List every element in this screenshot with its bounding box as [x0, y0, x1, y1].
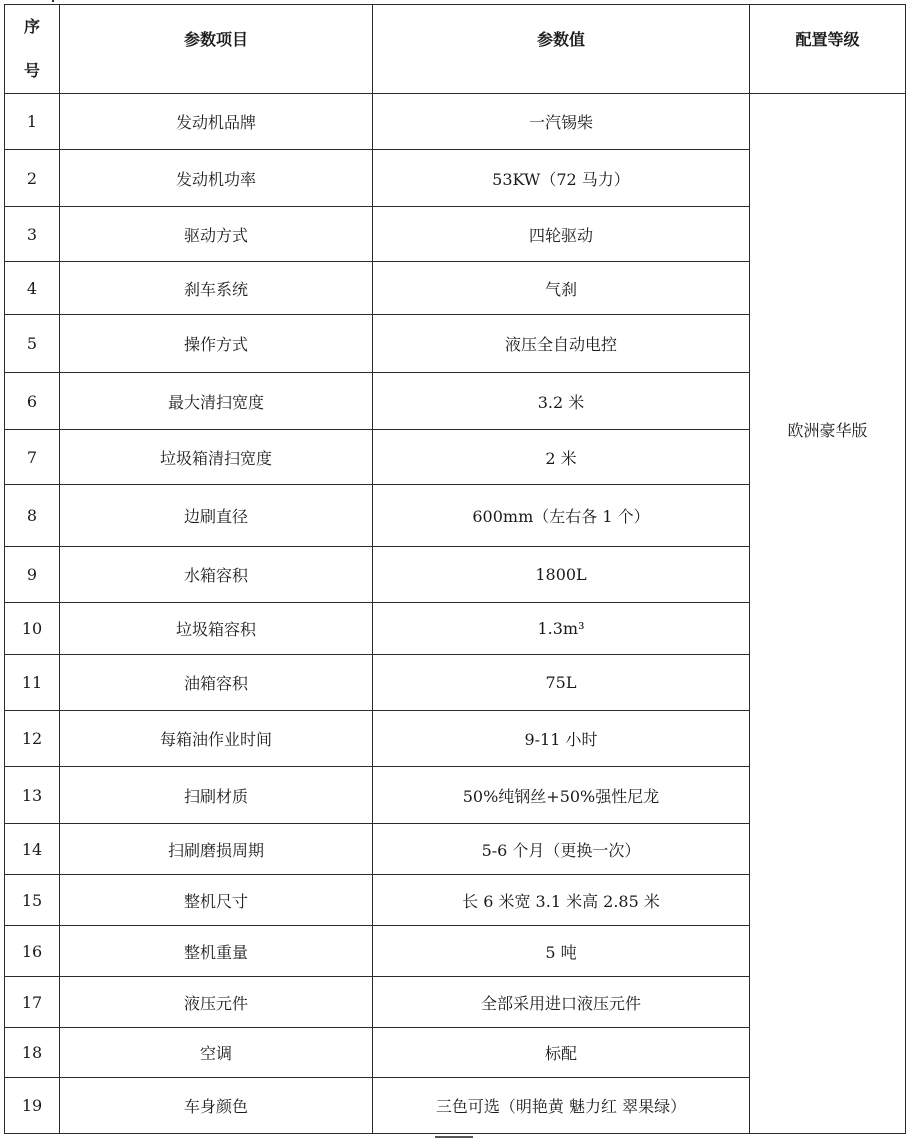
row-item: 扫刷磨损周期 — [60, 824, 373, 875]
header-seq — [5, 5, 60, 94]
row-number: 10 — [5, 603, 60, 655]
spec-sheet — [4, 4, 905, 1134]
row-value: 1.3m³ — [373, 603, 750, 655]
config-level-cell: 欧洲豪华版 — [750, 94, 906, 1134]
row-item: 操作方式 — [60, 315, 373, 373]
row-item: 边刷直径 — [60, 485, 373, 547]
row-number: 12 — [5, 711, 60, 767]
row-value: 9-11 小时 — [373, 711, 750, 767]
table-row — [5, 94, 906, 150]
row-number: 19 — [5, 1078, 60, 1134]
row-number: 11 — [5, 655, 60, 711]
row-number: 4 — [5, 262, 60, 315]
row-item: 整机重量 — [60, 926, 373, 977]
row-value: 四轮驱动 — [373, 207, 750, 262]
row-number: 7 — [5, 430, 60, 485]
row-value: 液压全自动电控 — [373, 315, 750, 373]
row-value: 600mm（左右各 1 个） — [373, 485, 750, 547]
row-item: 空调 — [60, 1028, 373, 1078]
row-value: 75L — [373, 655, 750, 711]
row-item: 油箱容积 — [60, 655, 373, 711]
row-number: 9 — [5, 547, 60, 603]
row-value: 3.2 米 — [373, 373, 750, 430]
header-seq-line1: 序 — [23, 17, 40, 36]
row-item: 发动机品牌 — [60, 94, 373, 150]
row-item: 每箱油作业时间 — [60, 711, 373, 767]
row-number: 14 — [5, 824, 60, 875]
row-number: 2 — [5, 150, 60, 207]
header-value: 参数值 — [373, 5, 750, 94]
row-value: 标配 — [373, 1028, 750, 1078]
row-item: 最大清扫宽度 — [60, 373, 373, 430]
row-number: 3 — [5, 207, 60, 262]
row-item: 整机尺寸 — [60, 875, 373, 926]
row-item: 刹车系统 — [60, 262, 373, 315]
row-number: 15 — [5, 875, 60, 926]
row-item: 水箱容积 — [60, 547, 373, 603]
footer-mark — [435, 1136, 473, 1138]
row-number: 16 — [5, 926, 60, 977]
row-number: 13 — [5, 767, 60, 824]
row-number: 5 — [5, 315, 60, 373]
row-number: 17 — [5, 977, 60, 1028]
row-value: 5 吨 — [373, 926, 750, 977]
header-item: 参数项目 — [60, 5, 373, 94]
row-value: 三色可选（明艳黄 魅力红 翠果绿） — [373, 1078, 750, 1134]
corner-mark — [52, 0, 54, 2]
row-value: 5-6 个月（更换一次） — [373, 824, 750, 875]
row-number: 18 — [5, 1028, 60, 1078]
row-number: 8 — [5, 485, 60, 547]
row-item: 车身颜色 — [60, 1078, 373, 1134]
row-value: 53KW（72 马力） — [373, 150, 750, 207]
row-item: 发动机功率 — [60, 150, 373, 207]
row-value: 全部采用进口液压元件 — [373, 977, 750, 1028]
header-seq-line2: 号 — [23, 61, 40, 80]
row-number: 1 — [5, 94, 60, 150]
row-number: 6 — [5, 373, 60, 430]
row-item: 液压元件 — [60, 977, 373, 1028]
row-item: 扫刷材质 — [60, 767, 373, 824]
row-value: 50%纯钢丝+50%强性尼龙 — [373, 767, 750, 824]
row-value: 2 米 — [373, 430, 750, 485]
row-item: 垃圾箱清扫宽度 — [60, 430, 373, 485]
row-item: 驱动方式 — [60, 207, 373, 262]
header-row — [5, 5, 906, 94]
spec-table — [4, 4, 906, 1134]
row-value: 气刹 — [373, 262, 750, 315]
row-item: 垃圾箱容积 — [60, 603, 373, 655]
row-value: 长 6 米宽 3.1 米高 2.85 米 — [373, 875, 750, 926]
header-level: 配置等级 — [750, 5, 906, 94]
row-value: 一汽锡柴 — [373, 94, 750, 150]
row-value: 1800L — [373, 547, 750, 603]
